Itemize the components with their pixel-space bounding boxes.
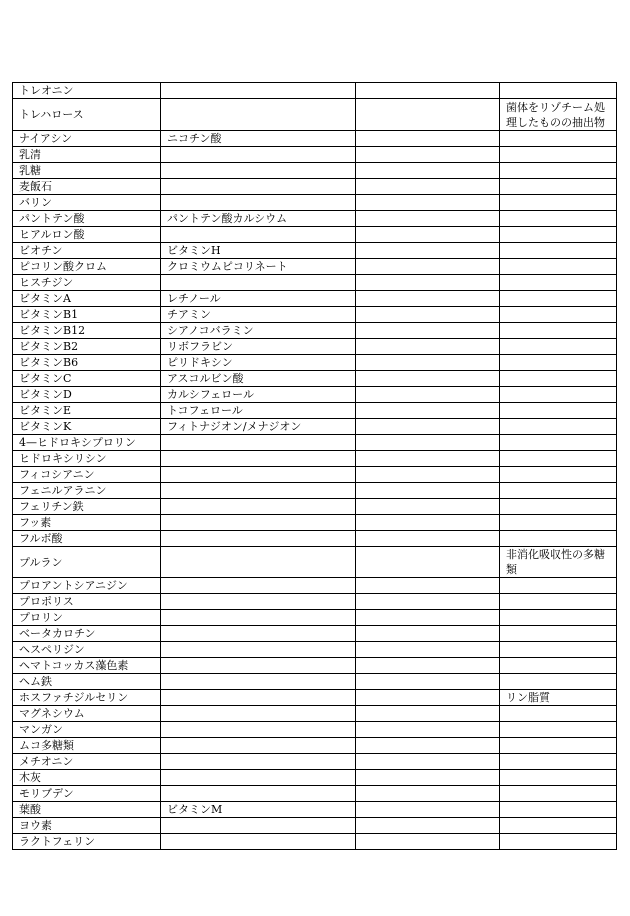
ingredient-name-cell: ビタミンA [13,291,161,307]
table-row [13,706,617,722]
ingredient-name-cell: ビタミンB2 [13,339,161,355]
alternate-name-cell [161,451,356,467]
blank-cell [356,834,500,850]
blank-cell [356,387,500,403]
ingredient-name-cell: プロアントシアニジン [13,578,161,594]
table-row [13,99,617,131]
note-cell [500,642,617,658]
alternate-name-cell [161,738,356,754]
table-row [13,323,617,339]
ingredient-name-cell: フルボ酸 [13,531,161,547]
ingredient-name-cell: ビタミンK [13,419,161,435]
note-cell [500,179,617,195]
ingredient-name-cell: 木灰 [13,770,161,786]
table-row [13,499,617,515]
table-row [13,131,617,147]
alternate-name-cell [161,610,356,626]
alternate-name-cell: カルシフェロール [161,387,356,403]
note-cell [500,483,617,499]
note-cell [500,706,617,722]
table-row [13,802,617,818]
blank-cell [356,674,500,690]
ingredient-name-cell: ナイアシン [13,131,161,147]
blank-cell [356,243,500,259]
ingredient-name-cell: ビタミンB1 [13,307,161,323]
note-cell [500,658,617,674]
table-row [13,259,617,275]
alternate-name-cell: フィトナジオン/メナジオン [161,419,356,435]
note-cell [500,227,617,243]
alternate-name-cell: レチノール [161,291,356,307]
note-cell [500,674,617,690]
blank-cell [356,515,500,531]
note-cell [500,83,617,99]
ingredient-name-cell: ヒドロキシリシン [13,451,161,467]
alternate-name-cell [161,770,356,786]
table-row [13,163,617,179]
blank-cell [356,754,500,770]
blank-cell [356,531,500,547]
alternate-name-cell [161,642,356,658]
blank-cell [356,163,500,179]
ingredient-name-cell: トレオニン [13,83,161,99]
table-row [13,610,617,626]
table-row [13,690,617,706]
alternate-name-cell: ニコチン酸 [161,131,356,147]
note-cell [500,195,617,211]
table-row [13,483,617,499]
ingredient-name-cell: プロリン [13,610,161,626]
ingredient-name-cell: トレハロース [13,99,161,131]
ingredient-name-cell: ビタミンB6 [13,355,161,371]
ingredient-name-cell: 乳糖 [13,163,161,179]
ingredient-name-cell: プルラン [13,547,161,578]
ingredient-name-cell: モリブデン [13,786,161,802]
ingredient-name-cell: ビタミンB12 [13,323,161,339]
table-row [13,818,617,834]
table-row [13,195,617,211]
ingredient-name-cell: メチオニン [13,754,161,770]
table-row [13,642,617,658]
note-cell [500,610,617,626]
table-row [13,83,617,99]
alternate-name-cell [161,435,356,451]
alternate-name-cell [161,483,356,499]
alternate-name-cell: トコフェロール [161,403,356,419]
blank-cell [356,83,500,99]
ingredient-name-cell: ビオチン [13,243,161,259]
table-row [13,355,617,371]
ingredient-name-cell: ヘム鉄 [13,674,161,690]
blank-cell [356,355,500,371]
blank-cell [356,451,500,467]
blank-cell [356,259,500,275]
table-row [13,578,617,594]
ingredient-name-cell: バリン [13,195,161,211]
ingredient-name-cell: ヘスペリジン [13,642,161,658]
blank-cell [356,435,500,451]
alternate-name-cell [161,786,356,802]
alternate-name-cell [161,227,356,243]
ingredient-name-cell: ビタミンD [13,387,161,403]
note-cell [500,770,617,786]
blank-cell [356,594,500,610]
ingredient-name-cell: ヘマトコッカス藻色素 [13,658,161,674]
blank-cell [356,211,500,227]
blank-cell [356,658,500,674]
table-row [13,738,617,754]
blank-cell [356,99,500,131]
ingredient-name-cell: フェリチン鉄 [13,499,161,515]
alternate-name-cell [161,163,356,179]
alternate-name-cell [161,754,356,770]
blank-cell [356,499,500,515]
alternate-name-cell: ピリドキシン [161,355,356,371]
alternate-name-cell [161,690,356,706]
table-row [13,211,617,227]
alternate-name-cell: パントテン酸カルシウム [161,211,356,227]
note-cell [500,626,617,642]
note-cell: リン脂質 [500,690,617,706]
note-cell [500,339,617,355]
alternate-name-cell [161,515,356,531]
blank-cell [356,547,500,578]
table-row [13,371,617,387]
note-cell [500,355,617,371]
note-cell [500,499,617,515]
blank-cell [356,738,500,754]
blank-cell [356,483,500,499]
ingredient-name-cell: プロポリス [13,594,161,610]
alternate-name-cell: ビタミンH [161,243,356,259]
ingredient-name-cell: フッ素 [13,515,161,531]
blank-cell [356,467,500,483]
ingredient-name-cell: ビタミンC [13,371,161,387]
note-cell [500,531,617,547]
ingredient-name-cell: 乳清 [13,147,161,163]
table-row [13,754,617,770]
blank-cell [356,802,500,818]
blank-cell [356,786,500,802]
blank-cell [356,706,500,722]
blank-cell [356,403,500,419]
blank-cell [356,371,500,387]
ingredient-name-cell: ラクトフェリン [13,834,161,850]
alternate-name-cell [161,195,356,211]
ingredient-name-cell: ヒスチジン [13,275,161,291]
table-row [13,291,617,307]
table-row [13,786,617,802]
alternate-name-cell [161,179,356,195]
alternate-name-cell [161,467,356,483]
alternate-name-cell: シアノコバラミン [161,323,356,339]
table-row [13,403,617,419]
note-cell [500,403,617,419]
table-row [13,419,617,435]
note-cell [500,738,617,754]
blank-cell [356,419,500,435]
table-row [13,515,617,531]
note-cell [500,259,617,275]
blank-cell [356,610,500,626]
note-cell [500,387,617,403]
alternate-name-cell: リボフラビン [161,339,356,355]
alternate-name-cell [161,578,356,594]
ingredient-name-cell: ベータカロチン [13,626,161,642]
ingredient-name-cell: ホスファチジルセリン [13,690,161,706]
alternate-name-cell [161,722,356,738]
alternate-name-cell [161,499,356,515]
ingredient-name-cell: 麦飯石 [13,179,161,195]
note-cell [500,243,617,259]
blank-cell [356,227,500,243]
note-cell [500,131,617,147]
alternate-name-cell [161,531,356,547]
alternate-name-cell: チアミン [161,307,356,323]
blank-cell [356,291,500,307]
alternate-name-cell [161,99,356,131]
ingredient-name-cell: パントテン酸 [13,211,161,227]
ingredient-name-cell: ムコ多糖類 [13,738,161,754]
table-row [13,275,617,291]
ingredient-name-cell: 葉酸 [13,802,161,818]
blank-cell [356,578,500,594]
note-cell [500,419,617,435]
note-cell: 非消化吸収性の多糖類 [500,547,617,578]
ingredient-table [12,82,617,850]
blank-cell [356,642,500,658]
ingredient-name-cell: フィコシアニン [13,467,161,483]
alternate-name-cell [161,658,356,674]
table-row [13,435,617,451]
table-row [13,227,617,243]
note-cell [500,211,617,227]
table-row [13,658,617,674]
alternate-name-cell [161,147,356,163]
alternate-name-cell [161,834,356,850]
ingredient-table-body [13,83,617,850]
alternate-name-cell [161,706,356,722]
note-cell [500,163,617,179]
table-row [13,626,617,642]
note-cell [500,578,617,594]
blank-cell [356,275,500,291]
table-row [13,147,617,163]
blank-cell [356,339,500,355]
ingredient-name-cell: ピコリン酸クロム [13,259,161,275]
note-cell [500,834,617,850]
table-row [13,451,617,467]
table-row [13,594,617,610]
note-cell [500,467,617,483]
note-cell [500,818,617,834]
alternate-name-cell [161,818,356,834]
table-row [13,547,617,578]
table-row [13,722,617,738]
blank-cell [356,131,500,147]
blank-cell [356,626,500,642]
alternate-name-cell: クロミウムピコリネート [161,259,356,275]
note-cell [500,323,617,339]
note-cell [500,722,617,738]
alternate-name-cell [161,626,356,642]
note-cell [500,754,617,770]
alternate-name-cell: アスコルビン酸 [161,371,356,387]
table-row [13,467,617,483]
blank-cell [356,323,500,339]
table-row [13,243,617,259]
table-row [13,387,617,403]
note-cell [500,594,617,610]
note-cell [500,451,617,467]
blank-cell [356,690,500,706]
note-cell [500,147,617,163]
blank-cell [356,818,500,834]
note-cell [500,786,617,802]
note-cell [500,515,617,531]
note-cell [500,307,617,323]
note-cell [500,435,617,451]
table-row [13,770,617,786]
alternate-name-cell [161,594,356,610]
alternate-name-cell: ビタミンM [161,802,356,818]
alternate-name-cell [161,674,356,690]
blank-cell [356,179,500,195]
table-row [13,339,617,355]
alternate-name-cell [161,275,356,291]
table-row [13,531,617,547]
table-row [13,834,617,850]
ingredient-name-cell: マンガン [13,722,161,738]
table-row [13,674,617,690]
note-cell [500,371,617,387]
alternate-name-cell [161,83,356,99]
blank-cell [356,770,500,786]
note-cell [500,802,617,818]
blank-cell [356,147,500,163]
blank-cell [356,307,500,323]
table-row [13,179,617,195]
note-cell: 菌体をリゾチーム処理したものの抽出物 [500,99,617,131]
blank-cell [356,722,500,738]
ingredient-name-cell: マグネシウム [13,706,161,722]
ingredient-name-cell: ヒアルロン酸 [13,227,161,243]
ingredient-name-cell: ビタミンE [13,403,161,419]
note-cell [500,291,617,307]
alternate-name-cell [161,547,356,578]
table-row [13,307,617,323]
ingredient-name-cell: フェニルアラニン [13,483,161,499]
ingredient-name-cell: 4—ヒドロキシプロリン [13,435,161,451]
ingredient-name-cell: ヨウ素 [13,818,161,834]
blank-cell [356,195,500,211]
note-cell [500,275,617,291]
